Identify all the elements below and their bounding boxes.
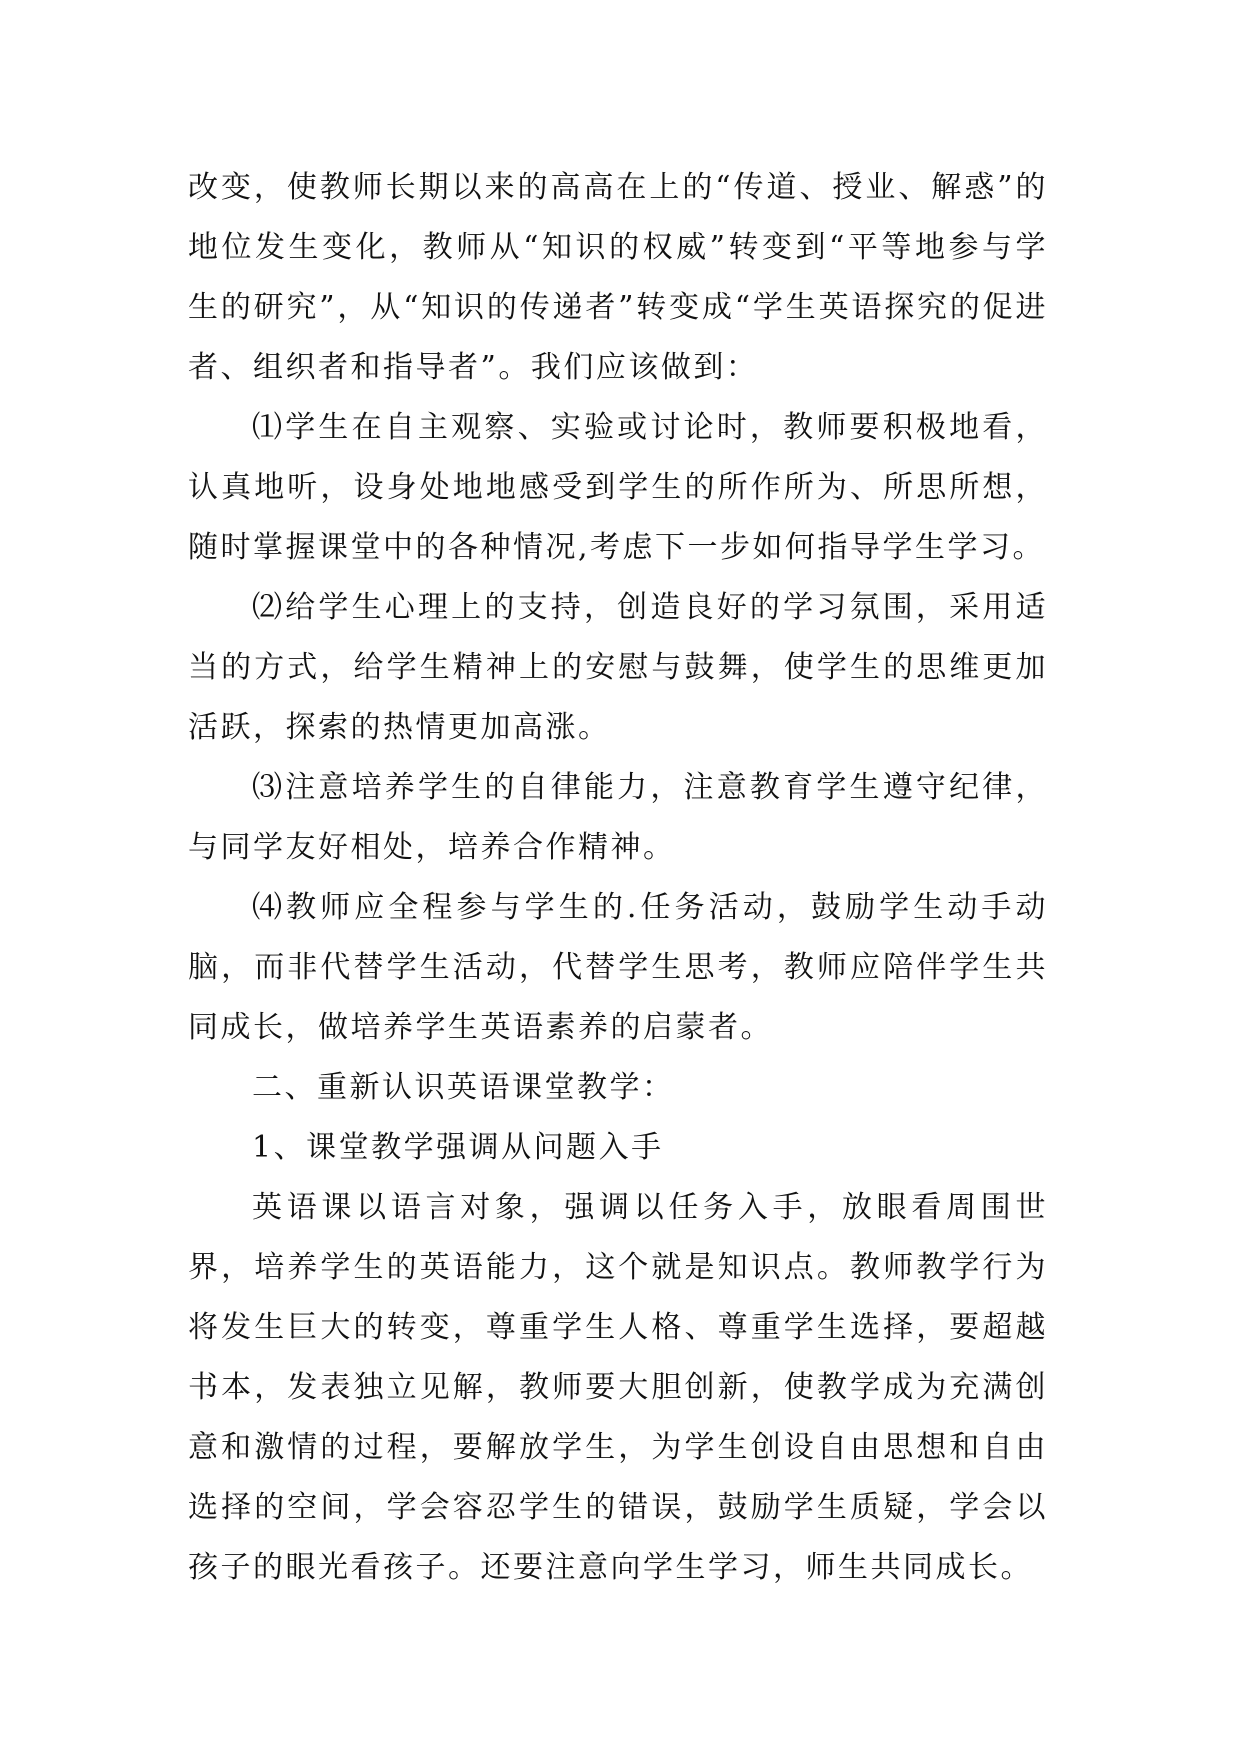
section-heading: 二、重新认识英语课堂教学：: [252, 1070, 675, 1105]
document-body: [188, 158, 1048, 1598]
paragraph-item-2: ⑵给学生心理上的支持，创造良好的学习氛围，采用适当的方式，给学生精神上的安慰与鼓舞，使学生的思维更加活跃，探索的热情更加高涨。: [188, 590, 1048, 745]
paragraph-item-3: ⑶注意培养学生的自律能力，注意教育学生遵守纪律，与同学友好相处，培养合作精神。: [188, 770, 1048, 865]
subsection-heading: 1、课堂教学强调从问题入手: [252, 1130, 664, 1165]
paragraph-intro: 改变，使教师长期以来的高高在上的“传道、授业、解惑”的地位发生变化，教师从“知识的权威”转变到“平等地参与学生的研究”，从“知识的传递者”转变成“学生英语探究的促进者、组织者和指导者”。我们应该做到：: [188, 170, 1048, 385]
paragraph-item-1: ⑴学生在自主观察、实验或讨论时，教师要积极地看，认真地听，设身处地地感受到学生的所作所为、所思所想，随时掌握课堂中的各种情况,考虑下一步如何指导学生学习。: [188, 410, 1048, 565]
paragraph-body: 英语课以语言对象，强调以任务入手，放眼看周围世界，培养学生的英语能力，这个就是知识点。教师教学行为将发生巨大的转变，尊重学生人格、尊重学生选择，要超越书本，发表独立见解，教师要大胆创新，使教学成为充满创意和激情的过程，要解放学生，为学生创设自由思想和自由选择的空间，学会容忍学生的错误，鼓励学生质疑，学会以孩子的眼光看孩子。还要注意向学生学习，师生共同成长。: [188, 1190, 1048, 1585]
paragraph-item-4: ⑷教师应全程参与学生的.任务活动，鼓励学生动手动脑，而非代替学生活动，代替学生思考，教师应陪伴学生共同成长，做培养学生英语素养的启蒙者。: [188, 890, 1048, 1045]
